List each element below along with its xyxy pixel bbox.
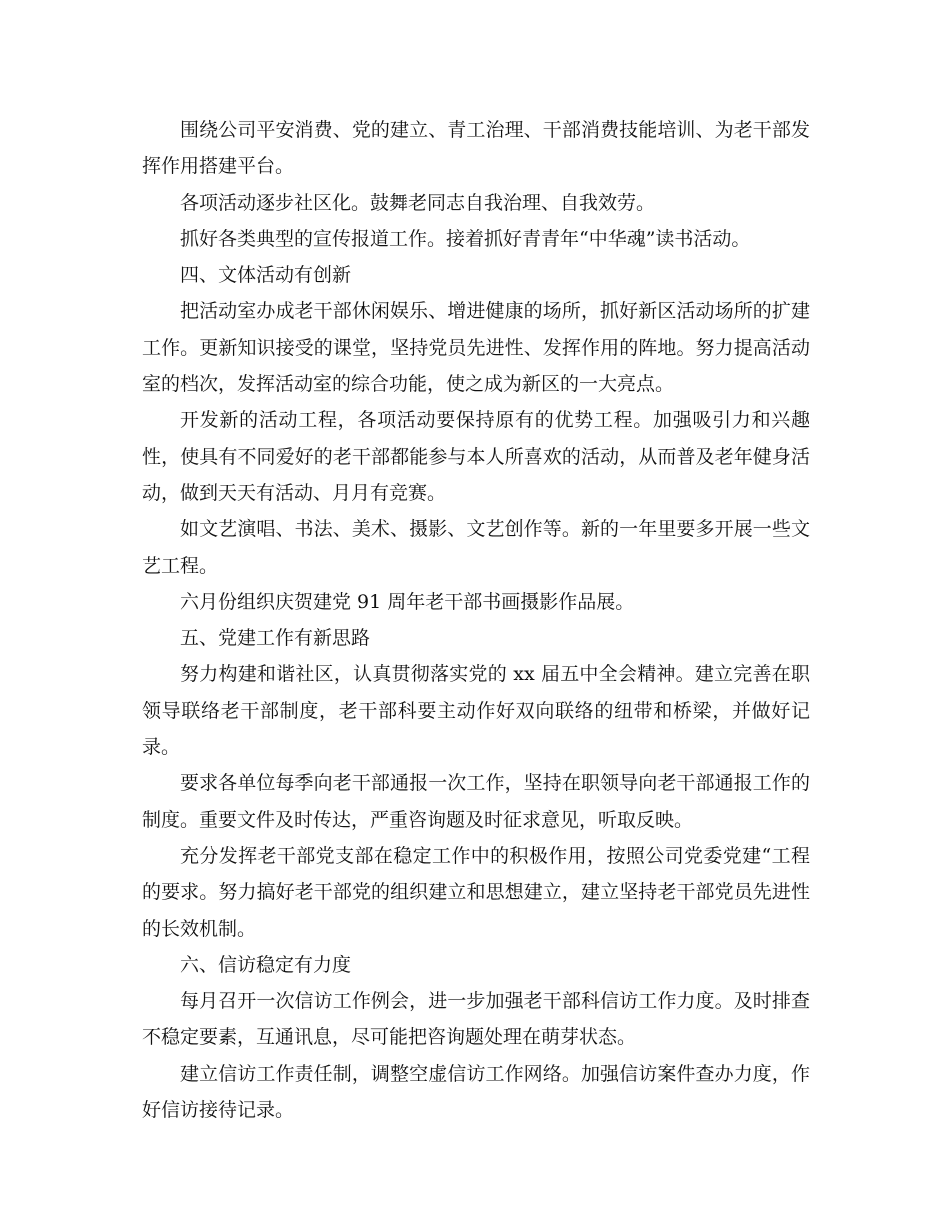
- paragraph: 各项活动逐步社区化。鼓舞老同志自我治理、自我效劳。: [180, 191, 656, 214]
- paragraph: 把活动室办成老干部休闲娱乐、增进健康的场所，抓好新区活动场所的扩建工作。更新知识接受的课堂，坚持党员先进性、发挥作用的阵地。努力提高活动室的档次，发挥活动室的综合功能，使之成为新区的一大亮点。: [142, 300, 810, 396]
- paragraph: 如文艺演唱、书法、美术、摄影、文艺创作等。新的一年里要多开展一些文艺工程。: [142, 518, 810, 577]
- paragraph: 六月份组织庆贺建党 91 周年老干部书画摄影作品展。: [180, 590, 635, 613]
- paragraph: 每月召开一次信访工作例会，进一步加强老干部科信访工作力度。及时排查不稳定要素，互通讯息，尽可能把咨询题处理在萌芽状态。: [142, 990, 810, 1049]
- paragraph: 抓好各类典型的宣传报道工作。接着抓好青青年“中华魂”读书活动。: [180, 227, 751, 250]
- document-body: [142, 112, 810, 1128]
- paragraph: 围绕公司平安消费、党的建立、青工治理、干部消费技能培训、为老干部发挥作用搭建平台。: [142, 119, 810, 178]
- paragraph: 努力构建和谐社区，认真贯彻落实党的 xx 届五中全会精神。建立完善在职领导联络老干部制度，老干部科要主动作好双向联络的纽带和桥梁，并做好记录。: [142, 663, 810, 759]
- paragraph: 建立信访工作责任制，调整空虚信访工作网络。加强信访案件查办力度，作好信访接待记录。: [142, 1062, 810, 1122]
- paragraph: 充分发挥老干部党支部在稳定工作中的积极作用，按照公司党委党建“工程的要求。努力搞好老干部党的组织建立和思想建立，建立坚持老干部党员先进性的长效机制。: [142, 844, 810, 940]
- paragraph: 开发新的活动工程，各项活动要保持原有的优势工程。加强吸引力和兴趣性，使具有不同爱好的老干部都能参与本人所喜欢的活动，从而普及老年健身活动，做到天天有活动、月月有竞赛。: [142, 409, 810, 504]
- section-heading: 五、党建工作有新思路: [180, 627, 371, 650]
- section-heading: 六、信访稳定有力度: [180, 953, 352, 976]
- paragraph: 要求各单位每季向老干部通报一次工作，坚持在职领导向老干部通报工作的制度。重要文件及时传达，严重咨询题及时征求意见，听取反映。: [142, 772, 810, 831]
- section-heading: 四、文体活动有创新: [180, 264, 352, 287]
